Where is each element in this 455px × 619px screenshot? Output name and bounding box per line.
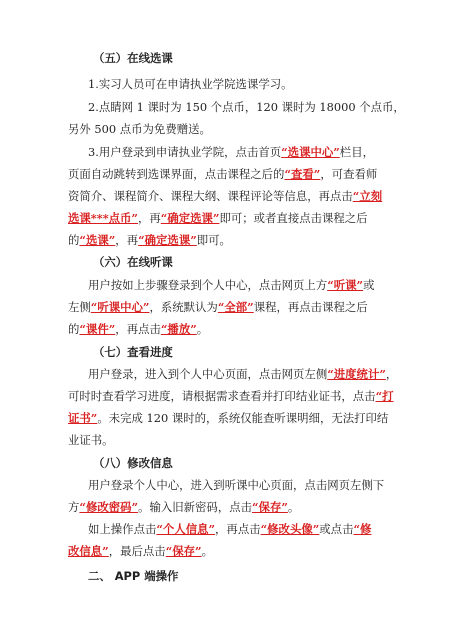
section-heading-online-course-selection: （五）在线选课: [93, 51, 173, 65]
text-run: 课程，再点击课程之后: [253, 300, 368, 314]
text-run: 。: [201, 544, 213, 558]
highlight-play: “播放”: [160, 322, 197, 336]
highlight-modify-info: 改信息”: [68, 544, 109, 558]
text-run: ，: [385, 367, 398, 381]
section-heading-app-operations: 二、 APP 端操作: [88, 569, 179, 583]
highlight-save: “保存”: [165, 544, 202, 558]
paragraph-line: [68, 499, 299, 515]
highlight-lecture-center: “听课中心”: [90, 300, 150, 314]
text-run: ，再点击: [115, 322, 161, 336]
paragraph-line: [68, 299, 368, 315]
text-run: ，再点击: [215, 522, 261, 536]
text-run: 。输入旧新密码，点击: [138, 500, 252, 514]
text-run: 。: [196, 322, 209, 336]
paragraph-line: [68, 166, 377, 182]
highlight-select-now: “立刻: [352, 189, 383, 203]
paragraph-line: 用户登录个人中心，进入到听课中心页面，点击网页左侧下: [88, 478, 385, 492]
text-run: 即可；或者直接点击课程之后: [219, 211, 368, 225]
text-run: 用户按如上步骤登录到个人中心，点击网页上方: [88, 278, 328, 292]
text-run: 左侧: [68, 300, 91, 314]
section-heading-online-lectures: （六）在线听课: [93, 255, 173, 269]
text-run: 或: [363, 278, 375, 292]
section-heading-modify-info: （八）修改信息: [93, 456, 173, 470]
paragraph-line: [68, 188, 382, 204]
text-run: 的: [68, 322, 80, 336]
highlight-all: “全部”: [217, 300, 254, 314]
text-run: 如上操作点击: [88, 522, 157, 536]
highlight-print: “打: [375, 389, 394, 403]
text-run: 。未完成 120 课时的，系统仅能查听课明细，无法打印结: [97, 411, 389, 425]
paragraph-line: 业证书。: [68, 433, 114, 447]
highlight-progress-stats: “进度统计”: [327, 367, 386, 381]
text-run: ，再: [138, 211, 161, 225]
highlight-confirm-selection: “确定选课”: [138, 233, 197, 247]
paragraph-line: [68, 321, 208, 337]
text-run: 可时时查看学习进度，请根据需求查看并打印结业证书，点击: [68, 389, 376, 403]
text-run: ，再: [115, 233, 139, 247]
paragraph-line: [88, 521, 371, 537]
paragraph-line: [88, 144, 374, 160]
paragraph-line: 1.实习人员可在申请执业学院选课学习。: [88, 77, 293, 91]
text-run: 的: [68, 233, 80, 247]
highlight-change-avatar: “修改头像”: [260, 522, 320, 536]
highlight-select-course: “选课”: [79, 233, 116, 247]
highlight-modify: “修: [353, 522, 372, 536]
text-run: ，最后点击: [108, 544, 166, 558]
highlight-personal-info: “个人信息”: [156, 522, 216, 536]
text-run: ，可查看师: [320, 167, 378, 181]
text-run: 方: [68, 500, 80, 514]
highlight-course-center: “选课中心”: [281, 145, 340, 159]
paragraph-line: 2.点睛网 1 课时为 150 个点币，120 课时为 18000 个点币，: [88, 100, 405, 114]
highlight-courseware: “课件”: [79, 322, 116, 336]
highlight-certificate: 证书”: [68, 411, 98, 425]
paragraph-line: [68, 410, 388, 426]
text-run: 。: [287, 500, 300, 514]
text-run: 3.用户登录到申请执业学院，点击首页: [88, 145, 282, 159]
highlight-change-password: “修改密码”: [79, 500, 139, 514]
text-run: 栏目，: [339, 145, 374, 159]
paragraph-line: [88, 277, 375, 293]
text-run: ，系统默认为: [149, 300, 218, 314]
highlight-select-points: 选课***点币”: [68, 211, 138, 225]
text-run: 即可。: [196, 233, 231, 247]
paragraph-line: 另外 500 点币为免费赠送。: [68, 122, 211, 136]
section-heading-view-progress: （七）查看进度: [93, 345, 173, 359]
highlight-listen: “听课”: [327, 278, 364, 292]
text-run: 用户登录，进入到个人中心页面，点击网页左侧: [88, 367, 328, 381]
highlight-save: “保存”: [252, 500, 288, 514]
highlight-confirm-selection: “确定选课”: [160, 211, 220, 225]
text-run: 页面自动跳转到选课界面，点击课程之后的: [68, 167, 285, 181]
paragraph-line: [68, 232, 231, 248]
paragraph-line: [88, 366, 397, 382]
paragraph-line: [68, 543, 213, 559]
text-run: 资简介、课程简介、课程大纲、课程评论等信息，再点击: [68, 189, 353, 203]
text-run: 或点击: [319, 522, 354, 536]
paragraph-line: [68, 388, 394, 404]
highlight-view: “查看”: [284, 167, 321, 181]
paragraph-line: [68, 210, 368, 226]
